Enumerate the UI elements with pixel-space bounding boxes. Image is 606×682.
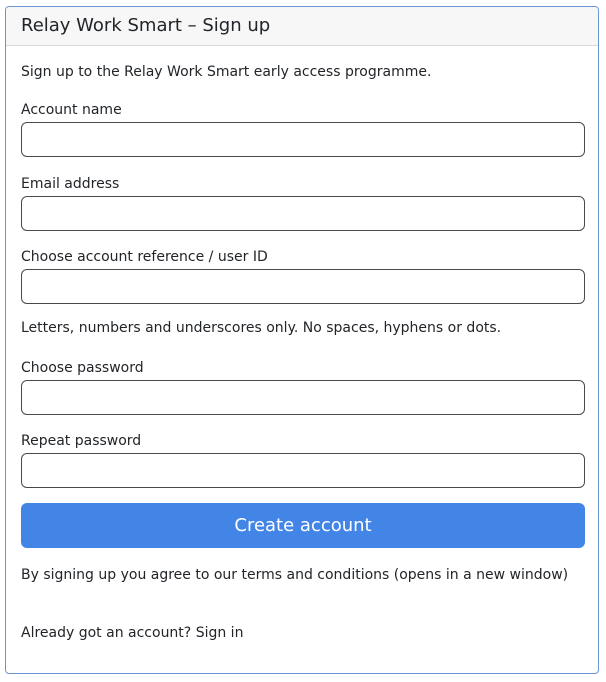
signin-link[interactable]: Sign in: [195, 625, 244, 641]
terms-link[interactable]: terms and conditions (opens in a new window): [241, 567, 569, 583]
account-name-input[interactable]: [21, 122, 585, 157]
card-header: [6, 7, 598, 46]
repeat-password-input[interactable]: [21, 453, 585, 488]
create-account-button[interactable]: Create account: [21, 503, 585, 548]
password-input[interactable]: [21, 380, 585, 415]
intro-text: Sign up to the Relay Work Smart early access programme.: [21, 64, 432, 80]
user-id-label: Choose account reference / user ID: [21, 249, 268, 265]
signup-card: [5, 6, 599, 674]
user-id-hint: Letters, numbers and underscores only. No spaces, hyphens or dots.: [21, 320, 502, 336]
page-title: Relay Work Smart – Sign up: [21, 15, 271, 36]
terms-prefix: By signing up you agree to our: [21, 567, 242, 583]
user-id-input[interactable]: [21, 269, 585, 304]
signin-text: [21, 624, 243, 642]
signin-prefix: Already got an account?: [21, 625, 196, 641]
password-label: Choose password: [21, 360, 144, 376]
email-label: Email address: [21, 176, 120, 192]
terms-text: [21, 564, 585, 587]
repeat-password-label: Repeat password: [21, 433, 142, 449]
account-name-label: Account name: [21, 102, 122, 118]
email-input[interactable]: [21, 196, 585, 231]
